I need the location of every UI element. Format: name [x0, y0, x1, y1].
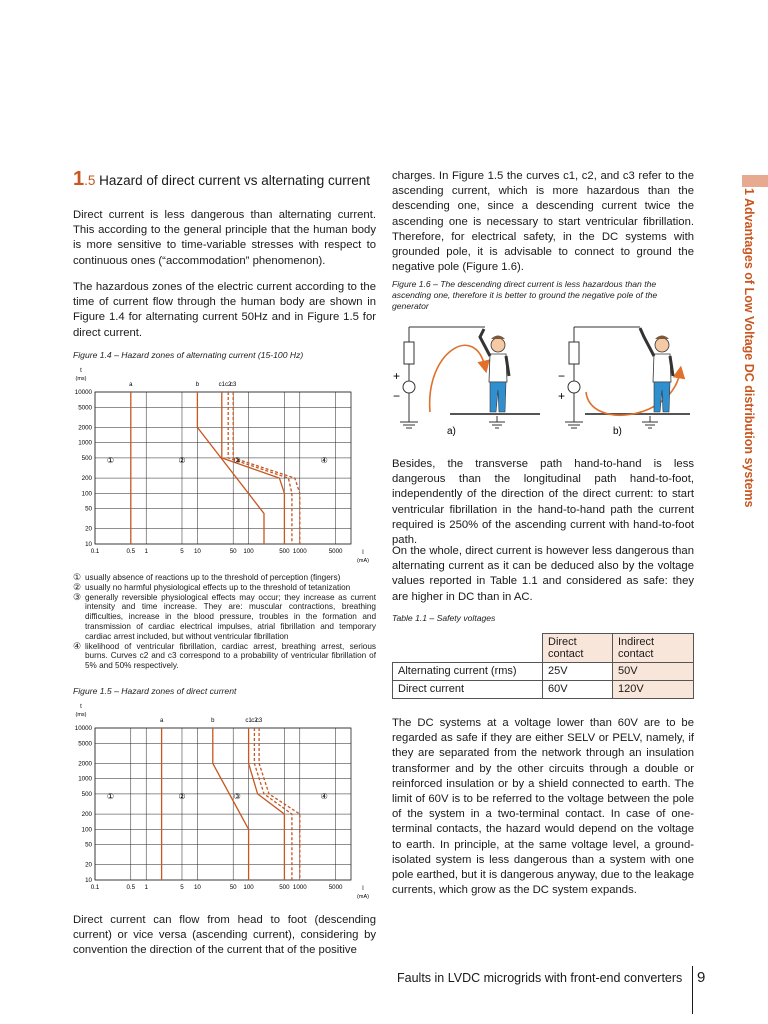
table-header-row	[393, 634, 694, 663]
curve-b	[197, 392, 264, 544]
y-tick-label: 1000	[78, 775, 92, 783]
cell-ac-indirect: 50V	[613, 663, 694, 681]
cell-dc-direct: 60V	[543, 681, 613, 699]
x-tick-label: 5	[180, 884, 184, 891]
y-tick-label: 5000	[78, 740, 92, 748]
x-tick-label: 5000	[328, 884, 343, 891]
zone-label: ④	[320, 791, 328, 801]
x-tick-label: 50	[229, 548, 237, 555]
x-tick-label: 10	[193, 548, 201, 555]
left-bottom-paragraph: Direct current can flow from head to foot (descending current) or vice versa (ascending current), considering by convention the direction of the current that of the positive	[73, 914, 376, 957]
zone-legend	[73, 573, 376, 671]
resistor-a	[404, 342, 414, 364]
curve-label: a	[159, 718, 164, 724]
x-tick-label: 100	[243, 548, 254, 555]
x-tick-label: 5000	[328, 548, 343, 555]
header-direct-contact: Direct contact	[543, 634, 613, 663]
left-paragraph-1: Direct current is less dangerous than alternating current. This according to the general principle that the human body is more sensitive to time-variable stresses with respect to continuous ones (“accommodation” phenomenon).	[73, 209, 376, 267]
curve-label: c3	[255, 718, 263, 724]
x-axis-label-unit: (mA)	[357, 894, 369, 900]
section-title: Hazard of direct current vs alternating current	[99, 173, 371, 188]
x-tick-label: 50	[229, 884, 237, 891]
y-tick-label: 500	[81, 790, 92, 798]
table-1-1-caption: Table 1.1 – Safety voltages	[392, 613, 496, 623]
section-number: 1	[73, 168, 85, 190]
chapter-tab	[742, 175, 768, 187]
curve-label: b	[195, 382, 200, 388]
safety-voltages-table	[392, 633, 694, 699]
curve-c1	[222, 392, 285, 544]
y-tick-label: 200	[81, 475, 92, 483]
zone-label: ③	[233, 455, 241, 465]
row-label-ac: Alternating current (rms)	[393, 663, 543, 681]
y-tick-label: 20	[85, 525, 92, 533]
legend-text-2: usually no harmful physiological effects up to the threshold of tetanization	[85, 582, 351, 592]
footer-title: Faults in LVDC microgrids with front-end converters	[397, 971, 683, 985]
plus-sign-a: +	[393, 369, 401, 383]
legend-text-3: generally reversible physiological effects may occur; they increase as current intensity and time increase. They are: muscular contractions, breathing difficulties, increase in the blood pressure, troubles in the formation and transmission of cardiac electrical impulses, atrial fibrillation and temporary cardiac arrest included, but without ventricular fibrillation	[85, 592, 376, 641]
circuit-a	[393, 327, 540, 428]
legend-item	[73, 642, 376, 671]
table-row	[393, 663, 694, 681]
curve-c3	[259, 728, 300, 880]
source-b	[568, 381, 580, 393]
y-tick-label: 20	[85, 861, 92, 869]
x-axis-label-symbol: I	[362, 550, 364, 556]
chapter-side-title	[703, 188, 768, 578]
left-paragraph-2: The hazardous zones of the electric current according to the time of current flow through the human body are shown in Figure 1.4 for alternating current 50Hz and in Figure 1.5 for direct current.	[73, 281, 376, 339]
y-tick-label: 5000	[78, 404, 92, 412]
x-tick-label: 100	[243, 884, 254, 891]
y-tick-label: 1000	[78, 439, 92, 447]
figure-1-6-caption: Figure 1.6 – The descending direct current is less hazardous than the ascending one, therefore it is better to ground the negative pole of the generator	[392, 279, 658, 311]
cell-dc-indirect: 120V	[613, 681, 694, 699]
y-tick-label: 10000	[74, 389, 92, 396]
plot-frame	[95, 392, 351, 544]
section-subnumber: .5	[84, 173, 96, 188]
legend-mark-2: ②	[73, 581, 82, 592]
x-tick-label: 0.1	[90, 884, 100, 891]
figure-1-4-chart	[73, 362, 378, 572]
minus-sign-a: −	[393, 389, 401, 403]
y-tick-label: 100	[81, 490, 92, 498]
plus-sign-b: +	[558, 389, 566, 403]
legend-mark-4: ④	[73, 640, 82, 651]
zone-label: ②	[178, 791, 186, 801]
plot-frame	[95, 728, 351, 880]
person-a	[480, 329, 509, 412]
figure-1-5-caption: Figure 1.5 – Hazard zones of direct current	[73, 686, 237, 696]
table-row	[393, 681, 694, 699]
section-heading	[73, 168, 393, 191]
curve-label: c1	[218, 382, 226, 388]
header-indirect-contact: Indirect contact	[613, 634, 694, 663]
x-tick-label: 5	[180, 548, 184, 555]
x-axis-label-unit: (mA)	[357, 558, 369, 564]
y-axis-label-unit: (ms)	[75, 712, 87, 718]
y-tick-label: 200	[81, 811, 92, 819]
curve-label: c1	[245, 718, 252, 724]
curve-label: c2	[251, 718, 258, 724]
legend-text-4: likelihood of ventricular fibrillation, cardiac arrest, breathing arrest, serious burns. Curves c2 and c3 correspond to a probability of ventricular fibrillation of 5% and 50% respectively.	[85, 641, 376, 671]
x-tick-label: 0.5	[126, 548, 136, 555]
legend-mark-3: ③	[73, 591, 82, 602]
curve-label: a	[129, 382, 133, 388]
x-tick-label: 0.1	[90, 548, 100, 555]
fig16-label-b: b)	[613, 426, 622, 437]
x-tick-label: 1	[144, 548, 148, 555]
x-tick-label: 500	[279, 884, 290, 891]
legend-item	[73, 593, 376, 642]
y-tick-label: 100	[81, 826, 92, 834]
zone-label: ④	[320, 455, 328, 465]
person-b	[640, 328, 673, 412]
y-tick-label: 50	[85, 505, 92, 513]
zone-label: ①	[106, 791, 114, 801]
curve-label: c3	[230, 382, 237, 388]
figure-1-5-chart	[73, 698, 378, 908]
page-number: 9	[697, 969, 706, 986]
y-tick-label: 2000	[78, 424, 92, 432]
curve-c2	[228, 392, 292, 544]
resistor-b	[569, 342, 579, 364]
right-paragraph-3: On the whole, direct current is however less dangerous than alternating current as it can be deduced also by the voltage values reported in Table 1.1 and considered as safe: they are higher in DC than in AC.	[392, 545, 694, 603]
right-paragraph-1: charges. In Figure 1.5 the curves c1, c2, and c3 refer to the ascending current, which is more hazardous than the descending one, since a descending current twice the ascending one is necessary to start ventricular fibrillation. Therefore, for electrical safety, in the DC systems with grounded pole, it is advisable to connect to ground the negative pole (Figure 1.6).	[392, 170, 694, 274]
zone-label: ①	[106, 455, 114, 465]
y-tick-label: 50	[85, 841, 92, 849]
x-tick-label: 1	[144, 884, 148, 891]
curve-b	[213, 728, 249, 880]
fig16-label-a: a)	[447, 426, 456, 437]
y-tick-label: 10	[85, 877, 92, 884]
legend-item	[73, 583, 376, 593]
x-tick-label: 500	[279, 548, 290, 555]
figure-1-4-caption: Figure 1.4 – Hazard zones of alternating current (15-100 Hz)	[73, 350, 304, 360]
x-tick-label: 10	[193, 884, 201, 891]
figure-1-6-illustration	[390, 312, 696, 442]
y-tick-label: 2000	[78, 760, 92, 768]
y-axis-label-symbol: t	[80, 368, 82, 374]
table-corner	[393, 634, 543, 663]
current-arrow-a	[430, 345, 485, 412]
y-axis-label-symbol: t	[80, 704, 82, 710]
zone-label: ③	[233, 791, 241, 801]
x-axis-label-symbol: I	[362, 886, 364, 892]
row-label-dc: Direct current	[393, 681, 543, 699]
y-tick-label: 10	[85, 541, 92, 548]
cell-ac-direct: 25V	[543, 663, 613, 681]
y-axis-label-unit: (ms)	[75, 376, 87, 382]
right-paragraph-2: Besides, the transverse path hand-to-hand is less dangerous than the longitudinal path hand-to-foot, independently of the direction of the direct current: to start ventricular fibrillation in the hand-to-hand path the current required is 250% of the ascending current with hand-to-foot path.	[392, 458, 694, 547]
curve-c3	[233, 392, 300, 544]
legend-item	[73, 573, 376, 583]
x-tick-label: 1000	[292, 548, 307, 555]
source-a	[403, 381, 415, 393]
legend-mark-1: ①	[73, 572, 82, 582]
legend-text-1: usually absence of reactions up to the threshold of perception (fingers)	[85, 573, 341, 582]
side-title-text: 1 Advantages of Low Voltage DC distribution systems	[742, 188, 756, 508]
curve-label: c2	[225, 382, 232, 388]
y-tick-label: 10000	[74, 725, 92, 732]
x-tick-label: 0.5	[126, 884, 136, 891]
footer-divider	[692, 966, 693, 1014]
right-paragraph-4: The DC systems at a voltage lower than 60V are to be regarded as safe if they are either SELV or PELV, namely, if they are separated from the network through an insulation transformer and by the other circuits through a double or reinforced insulation or by a shield connected to earth. The limit of 60V is to be referred to the voltage between the pole of the system in a two-terminal contact. In case of one-terminal contacts, the hazard would depend on the voltage to earth. In principle, at the same voltage level, a ground-isolated system is less dangerous than a system with one pole earthed, but it is dangerous anyway, due to the leakage currents, which grow as the DC system expands.	[392, 717, 694, 897]
x-tick-label: 1000	[292, 884, 307, 891]
curve-c2	[254, 728, 292, 880]
zone-label: ②	[178, 455, 186, 465]
curve-label: b	[211, 718, 215, 724]
y-tick-label: 500	[81, 454, 92, 462]
minus-sign-b: −	[558, 369, 566, 383]
